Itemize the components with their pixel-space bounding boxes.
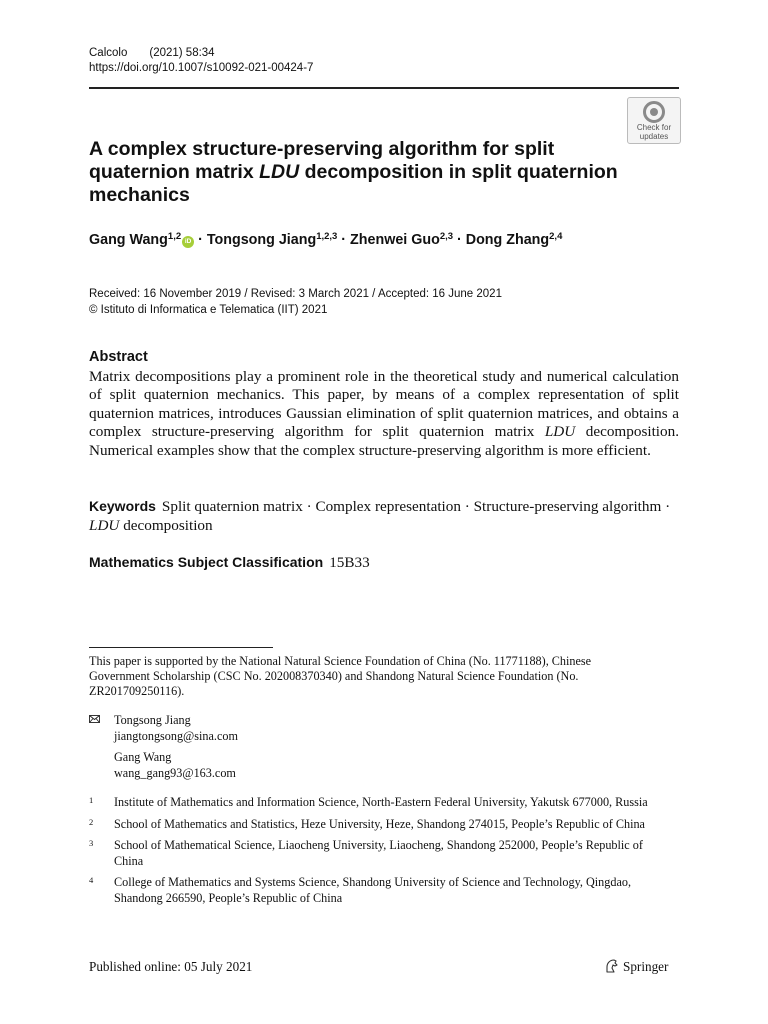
publication-history [89, 287, 502, 318]
abstract-text-1: Matrix decompositions play a prominent role in the theoretical study and numerical calculation of split quaternion mechanics. This paper, by means of a complex representation of split quaternion matrices, introduces Gaussian elimination of split quaternion matrices, and obtains a complex structure-preserving algorithm for split quaternion matrix [89, 368, 679, 441]
abstract-text [89, 368, 679, 460]
affiliation-text: School of Mathematical Science, Liaocheng University, Liaocheng, Shandong 252000, People’s Republic of China [114, 838, 643, 868]
published-online: Published online: 05 July 2021 [89, 959, 253, 974]
author-affil: 1,2,3 [316, 231, 338, 242]
author-list: Gang Wang$^{1,2}$ iD · Tongsong Jiang$^{1,2,3}$ · Zhenwei Guo$^{2,3}$ · Dong Zhang$^{2,4}$ [89, 231, 563, 248]
abstract-text-2: decomposition. Numerical examples show that the complex structure-preserving algorithm is more efficient. [89, 423, 679, 459]
affiliation-number: 4 [89, 875, 94, 885]
title-italic: LDU [259, 161, 300, 183]
contact-email[interactable]: wang_gang93@163.com [114, 765, 236, 780]
author-affil: 2,4 [549, 231, 563, 242]
affiliation-number: 3 [89, 838, 94, 848]
affiliation-item [89, 875, 669, 906]
paper-title [89, 138, 629, 207]
keywords [89, 497, 679, 535]
affiliation-item [89, 817, 669, 833]
msc-value: 15B33 [329, 554, 370, 571]
affiliation-number: 1 [89, 795, 94, 805]
affiliation-item [89, 795, 669, 811]
affiliations [89, 795, 669, 912]
springer-logo[interactable] [604, 958, 668, 975]
correspondence [89, 713, 238, 781]
affiliation-item [89, 838, 669, 869]
msc-heading: Mathematics Subject Classification [89, 554, 324, 570]
doi-link[interactable]: https://doi.org/10.1007/s10092-021-00424-7 [89, 62, 314, 74]
author-affil: 1,2 [167, 231, 182, 242]
author-name[interactable]: Tongsong Jiang [206, 232, 317, 248]
keywords-text-2: decomposition [119, 517, 213, 534]
funding-footnote: This paper is supported by the National Natural Science Foundation of China (No. 11771188), Chinese Government Scholarship (CSC No. 202008370340) and Shandong Natural Science Foundation (No. ZR201709250116). [89, 654, 592, 699]
dates-line: Received: 16 November 2019 / Revised: 3 March 2021 / Accepted: 16 June 2021 [89, 288, 502, 300]
affiliation-text: Institute of Mathematics and Information Science, North-Eastern Federal University, Yakutsk 677000, Russia [114, 795, 648, 809]
author-name[interactable]: Gang Wang [89, 232, 168, 248]
affiliation-text: School of Mathematics and Statistics, Heze University, Heze, Shandong 274015, People’s Republic of China [114, 816, 645, 831]
check-updates-icon [643, 101, 665, 123]
title-text-2: decomposition in split quaternion mechanics [89, 161, 618, 206]
title-text-1: A complex structure-preserving algorithm for split quaternion matrix [89, 138, 555, 183]
citation: (2021) 58:34 [149, 47, 215, 59]
springer-horse-icon [604, 958, 620, 974]
publisher-name: Springer [623, 959, 669, 974]
header-rule [89, 87, 679, 89]
copyright-line: © Istituto di Informatica e Telematica (IIT) 2021 [89, 303, 328, 316]
running-header [89, 46, 313, 76]
keywords-heading: Keywords [89, 498, 156, 514]
badge-line-1: Check for [636, 123, 672, 132]
affiliation-number: 2 [89, 816, 94, 827]
contact-email[interactable]: jiangtongsong@sina.com [114, 728, 238, 743]
abstract-heading: Abstract [89, 349, 148, 365]
contact-author [114, 750, 238, 781]
orcid-icon[interactable]: iD [182, 236, 194, 248]
check-for-updates-badge[interactable] [627, 97, 681, 144]
footnote-rule [89, 647, 273, 648]
author-name[interactable]: Zhenwei Guo [350, 232, 440, 248]
corresponding-author [114, 713, 238, 744]
envelope-icon [89, 715, 100, 723]
abstract-italic: LDU [544, 423, 576, 441]
journal-name: Calcolo [89, 47, 128, 59]
badge-line-2: updates [639, 131, 669, 141]
keywords-italic: LDU [89, 517, 120, 534]
contact-name: Tongsong Jiang [114, 713, 191, 727]
affiliation-text: College of Mathematics and Systems Science, Shandong University of Science and Technology, Qingdao, Shandong 266590, People’s Republic of China [114, 875, 632, 905]
author-name[interactable]: Dong Zhang [465, 232, 550, 248]
author-affil: 2,3 [439, 231, 454, 242]
msc-classification [89, 554, 370, 572]
contact-name: Gang Wang [114, 750, 172, 764]
keywords-text-1: Split quaternion matrix · Complex representation · Structure-preserving algorithm · [161, 498, 671, 515]
